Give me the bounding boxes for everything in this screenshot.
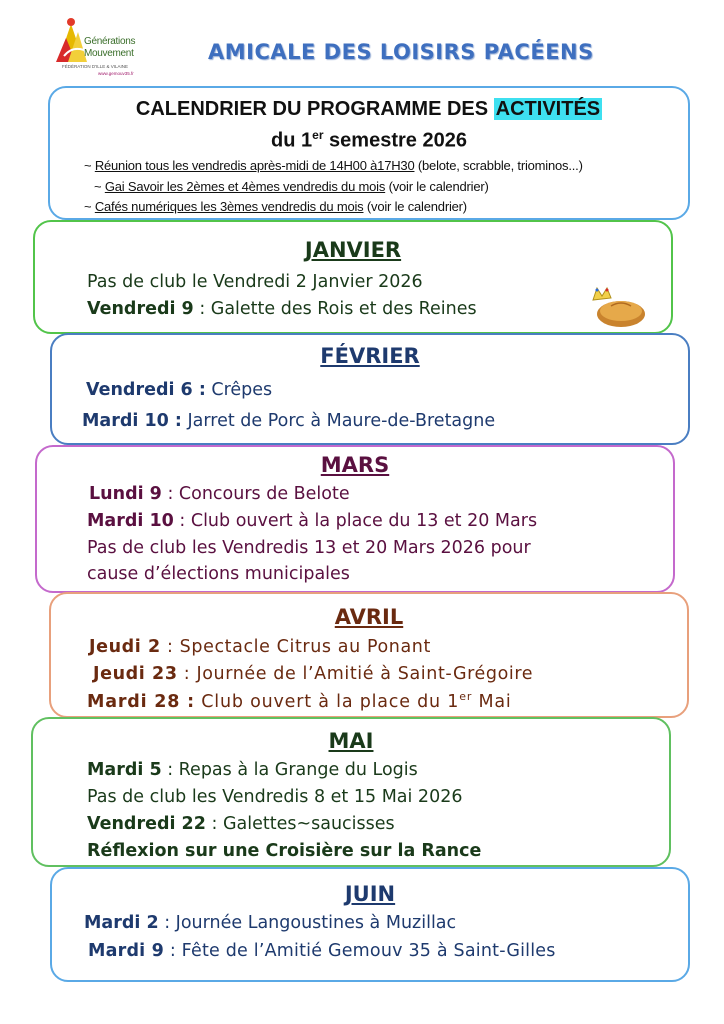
logo-line-1: Générations xyxy=(84,36,136,47)
event-line xyxy=(87,760,418,780)
event-line xyxy=(88,941,556,961)
program-title-text: CALENDRIER DU PROGRAMME DES xyxy=(135,98,494,120)
logo-line-2: Mouvement xyxy=(84,48,134,59)
info-line xyxy=(94,179,489,194)
event-line: cause d’élections municipales xyxy=(87,564,350,584)
event-text: Jarret de Porc à Maure-de-Bretagne xyxy=(181,411,496,431)
event-sup: er xyxy=(459,690,473,703)
event-line xyxy=(86,380,272,400)
event-text: : Spectacle Citrus au Ponant xyxy=(160,637,431,657)
event-line xyxy=(93,664,533,684)
event-text: Crêpes xyxy=(205,380,273,400)
subtitle-pre: du 1 xyxy=(271,129,313,152)
page-title: AMICALE DES LOISIRS PACÉENS xyxy=(208,40,594,64)
event-line: Pas de club les Vendredis 8 et 15 Mai 2026 xyxy=(87,787,463,807)
subtitle-post: semestre 2026 xyxy=(323,129,467,152)
info-line xyxy=(84,158,583,173)
month-box-avril xyxy=(49,592,689,718)
program-subtitle xyxy=(50,128,688,153)
subtitle-sup: er xyxy=(312,128,324,142)
event-line xyxy=(84,913,456,933)
month-box-mai xyxy=(31,717,671,867)
logo-federation: FÉDÉRATION D'ILLE & VILAINE xyxy=(62,64,129,69)
month-box-mars xyxy=(35,445,675,593)
info-rest: (voir le calendrier) xyxy=(363,199,467,214)
month-box-fevrier xyxy=(50,333,690,445)
event-date: Mardi 28 : xyxy=(87,691,195,712)
event-text-end: Mai xyxy=(472,691,512,712)
month-title-juin: JUIN xyxy=(344,882,396,906)
month-title-mars: MARS xyxy=(320,453,390,477)
event-line: Pas de club le Vendredi 2 Janvier 2026 xyxy=(87,272,423,292)
event-text: : Journée Langoustines à Muzillac xyxy=(158,913,457,933)
event-line xyxy=(89,484,350,504)
event-date: Mardi 9 xyxy=(88,941,165,961)
event-text: : Galettes~saucisses xyxy=(205,814,395,834)
event-text: Club ouvert à la place du 1 xyxy=(194,691,460,712)
event-date: Vendredi 6 : xyxy=(86,380,206,400)
event-text: : Concours de Belote xyxy=(161,484,350,504)
info-rest: (voir le calendrier) xyxy=(385,179,489,194)
event-text: : Journée de l’Amitié à Saint-Grégoire xyxy=(177,664,534,684)
month-title-mai: MAI xyxy=(328,729,374,753)
galette-crown-icon xyxy=(589,286,647,330)
event-line xyxy=(87,511,537,531)
month-title-avril: AVRIL xyxy=(334,605,404,629)
event-line xyxy=(87,690,512,712)
info-rest: (belote, scrabble, triominos...) xyxy=(414,158,583,173)
event-line xyxy=(87,299,477,319)
month-box-janvier xyxy=(33,220,673,334)
info-underlined: Réunion tous les vendredis après-midi de 14H00 à17H30 xyxy=(94,158,415,173)
generations-mouvement-logo xyxy=(54,12,154,78)
event-text: : Club ouvert à la place du 13 et 20 Mars xyxy=(173,511,538,531)
event-line xyxy=(82,411,495,431)
info-underlined: Cafés numériques les 3èmes vendredis du mois xyxy=(94,199,364,214)
event-date: Mardi 10 : xyxy=(82,411,182,431)
event-date: Vendredi 22 xyxy=(87,814,206,834)
info-line xyxy=(84,199,467,214)
event-line xyxy=(87,841,481,861)
event-line: Pas de club les Vendredis 13 et 20 Mars 2026 pour xyxy=(87,538,531,558)
event-line xyxy=(89,637,431,657)
event-text: : Galette des Rois et des Reines xyxy=(193,299,477,319)
event-text: : Fête de l’Amitié Gemouv 35 à Saint-Gilles xyxy=(164,941,556,961)
event-date: Mardi 2 xyxy=(84,913,159,933)
program-box xyxy=(48,86,690,220)
event-date: Vendredi 9 xyxy=(87,299,194,319)
event-text: : Repas à la Grange du Logis xyxy=(161,760,418,780)
info-underlined: Gai Savoir les 2èmes et 4èmes vendredis du mois xyxy=(104,179,386,194)
info-prefix: ~ xyxy=(94,179,105,194)
event-date: Mardi 5 xyxy=(87,760,162,780)
event-line xyxy=(87,814,395,834)
info-prefix: ~ xyxy=(84,158,95,173)
month-title-janvier: JANVIER xyxy=(304,238,402,262)
info-prefix: ~ xyxy=(84,199,95,214)
program-title xyxy=(50,98,688,121)
logo-website: www.gemouv35.fr xyxy=(98,71,134,76)
event-date: Jeudi 23 xyxy=(93,664,178,684)
program-title-highlight: ACTIVITÉS xyxy=(495,98,601,120)
month-title-fevrier: FÉVRIER xyxy=(320,344,420,368)
event-highlight: Réflexion sur une Croisière sur la Rance xyxy=(87,841,482,861)
event-date: Jeudi 2 xyxy=(89,637,161,657)
event-date: Mardi 10 xyxy=(87,511,174,531)
event-date: Lundi 9 xyxy=(89,484,162,504)
logo-mark-icon xyxy=(54,16,88,64)
month-box-juin xyxy=(50,867,690,982)
